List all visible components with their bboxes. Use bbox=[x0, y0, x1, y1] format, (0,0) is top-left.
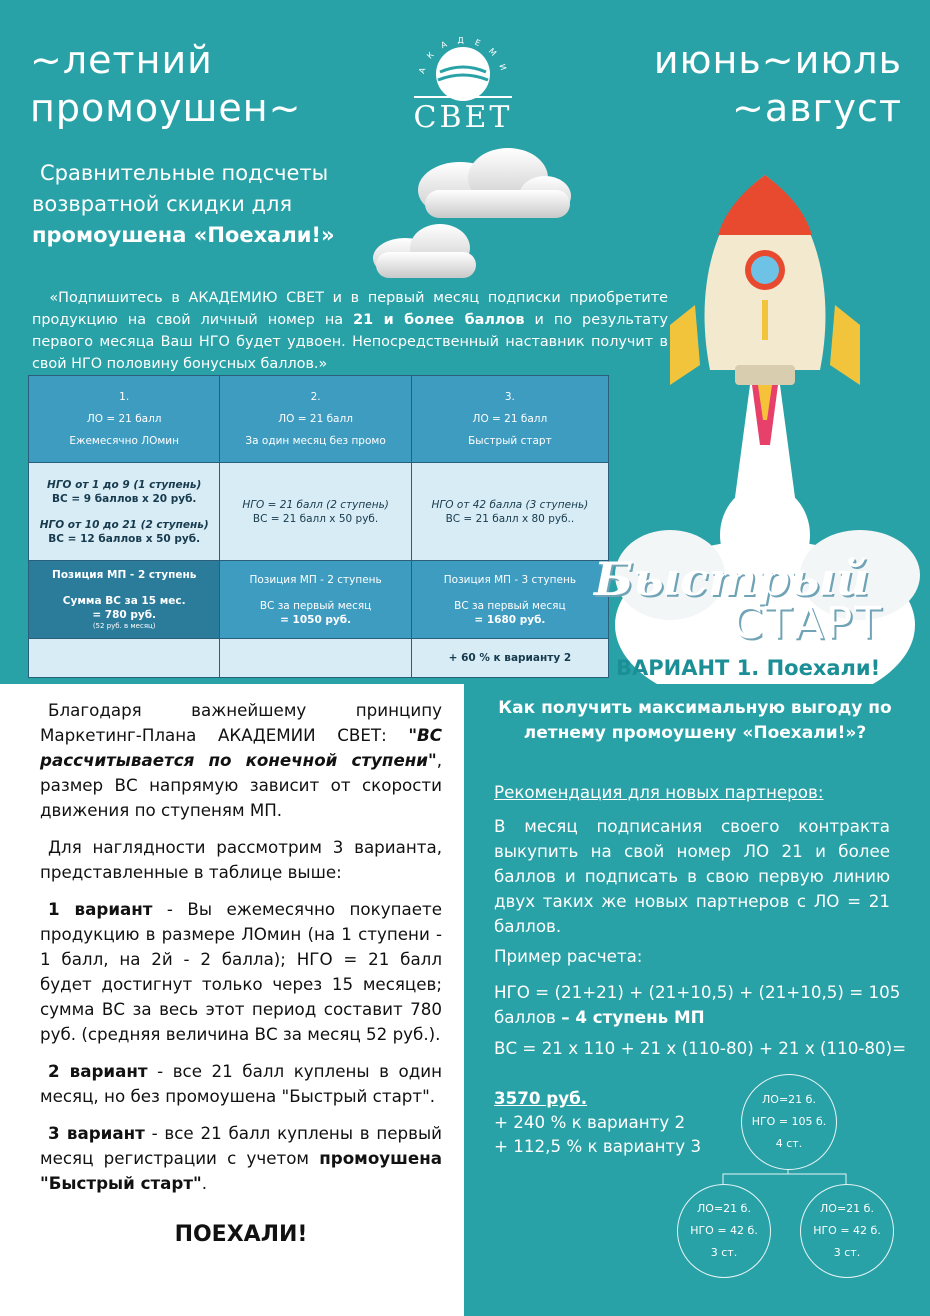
table-row bbox=[29, 376, 609, 463]
cell-text: ВС = 9 баллов х 20 руб. bbox=[51, 492, 197, 505]
text: Благодаря важнейшему принципу Маркетинг-Плана АКАДЕМИИ СВЕТ: bbox=[40, 700, 442, 745]
table-cell bbox=[29, 639, 220, 678]
logo bbox=[410, 22, 516, 135]
recommendation-panel bbox=[464, 684, 930, 1316]
variant-lo: ЛО = 21 балл bbox=[472, 413, 548, 425]
node-lo: ЛО=21 б. bbox=[820, 1202, 874, 1215]
tree-left-node bbox=[677, 1184, 771, 1278]
subtitle-line1: Сравнительные подсчеты bbox=[40, 161, 329, 185]
text: НГО = (21+21) + (21+10,5) + (21+10,5) = 105 баллов bbox=[494, 982, 901, 1027]
table-cell bbox=[411, 463, 608, 561]
cell-text: Позиция МП - 2 ступень bbox=[249, 573, 382, 586]
node-step: 3 ст. bbox=[833, 1246, 861, 1259]
title-right-line1: июнь~июль bbox=[653, 38, 902, 82]
title-left-line1: ~летний bbox=[30, 38, 213, 82]
variant-number: 2. bbox=[310, 391, 321, 403]
clouds-icon bbox=[360, 140, 590, 290]
variant-desc: Ежемесячно ЛОмин bbox=[69, 435, 179, 447]
text: - Вы ежемесячно покупаете продукцию в размере ЛОмин (на 1 ступени - 1 балл, на 2й - 2 балла); НГО = 21 балл будет достигнут только через 15 месяцев; сумма ВС за весь этот период составит 780 руб. (средняя величина ВС за месяц 52 руб.). bbox=[40, 899, 442, 1044]
cell-text: НГО = 21 балл (2 ступень) bbox=[242, 498, 389, 511]
title-right bbox=[654, 36, 902, 132]
table-row bbox=[29, 561, 609, 639]
node-ngo: НГО = 42 б. bbox=[813, 1224, 881, 1237]
recommendation-text: В месяц подписания своего контракта выкупить на свой номер ЛО 21 и более баллов и подписать в свою первую линию двух таких же новых партнеров с ЛО = 21 баллов. bbox=[494, 816, 890, 936]
vs-calculation: ВС = 21 х 110 + 21 х (110-80) + 21 х (110-80)= bbox=[494, 1038, 907, 1058]
text: - все 21 балл куплены в один месяц, но без промоушена "Быстрый старт". bbox=[40, 1061, 442, 1106]
table-row bbox=[29, 639, 609, 678]
logo-arc-text: А К А Д Е М И bbox=[417, 35, 510, 76]
text-emphasis: "ВС рассчитывается по конечной ступени" bbox=[40, 725, 442, 770]
cell-text: НГО от 10 до 21 (2 ступень) bbox=[39, 518, 209, 531]
cell-text: ВС = 12 баллов х 50 руб. bbox=[48, 532, 201, 545]
tree-root-node bbox=[741, 1074, 837, 1170]
text: Для наглядности рассмотрим 3 варианта, представленные в таблице выше: bbox=[40, 837, 442, 882]
variant-number: 3. bbox=[504, 391, 515, 403]
quote-bold: 21 и более баллов bbox=[353, 312, 525, 328]
cell-text: НГО от 42 балла (3 ступень) bbox=[431, 498, 589, 511]
title-right-line2: ~август bbox=[731, 86, 902, 130]
cell-text: ВС за первый месяц bbox=[259, 599, 372, 612]
table-cell bbox=[411, 561, 608, 639]
text-emphasis: – 4 ступень МП bbox=[561, 1007, 705, 1027]
node-lo: ЛО=21 б. bbox=[697, 1202, 751, 1215]
logo-name: СВЕТ bbox=[413, 100, 513, 135]
cell-text: НГО от 1 до 9 (1 ступень) bbox=[47, 478, 202, 491]
text-emphasis: 3 вариант bbox=[48, 1123, 145, 1143]
table-cell bbox=[220, 376, 411, 463]
cell-text: = 1050 руб. bbox=[280, 613, 352, 626]
text-emphasis: промоушена "Быстрый старт" bbox=[40, 1148, 442, 1193]
cell-text: Позиция МП - 3 ступень bbox=[443, 573, 577, 586]
tree-right-node bbox=[800, 1184, 894, 1278]
paragraph bbox=[40, 835, 442, 885]
paragraph bbox=[40, 897, 442, 1047]
explanation-text bbox=[40, 698, 442, 1259]
variant-desc: Быстрый старт bbox=[468, 435, 552, 447]
cell-text: (52 руб. в месяц) bbox=[92, 622, 156, 630]
subtitle-line3: промоушена «Поехали!» bbox=[32, 223, 335, 247]
variant-number: 1. bbox=[119, 391, 130, 403]
text: , размер ВС напрямую зависит от скорости движения по ступеням МП. bbox=[40, 750, 442, 820]
node-lo: ЛО=21 б. bbox=[762, 1093, 816, 1106]
paragraph bbox=[40, 698, 442, 823]
example-title: Пример расчета: bbox=[494, 946, 643, 966]
variant-1-label: ВАРИАНТ 1. Поехали! bbox=[616, 656, 881, 680]
cell-text: ВС за первый месяц bbox=[454, 599, 566, 612]
text: - все 21 балл куплены в первый месяц регистрации с учетом bbox=[40, 1123, 443, 1168]
variant-desc: За один месяц без промо bbox=[245, 435, 386, 447]
paragraph bbox=[40, 1059, 442, 1109]
table-cell bbox=[411, 639, 608, 678]
cell-text: = 780 руб. bbox=[92, 609, 157, 621]
title-left bbox=[30, 36, 301, 132]
table-cell bbox=[411, 376, 608, 463]
table-cell bbox=[220, 561, 411, 639]
panel-heading: Как получить максимальную выгоду по летнему промоушену «Поехали!»? bbox=[498, 698, 892, 743]
fast-start-title: Быстрый bbox=[594, 552, 870, 606]
paragraph bbox=[40, 1121, 442, 1196]
go-slogan: ПОЕХАЛИ! bbox=[174, 1222, 308, 1247]
variant-lo: ЛО = 21 балл bbox=[86, 413, 162, 425]
recommendation-title: Рекомендация для новых партнеров: bbox=[494, 782, 824, 802]
logo-mark-icon bbox=[410, 22, 516, 102]
text: . bbox=[201, 1173, 208, 1193]
node-step: 4 ст. bbox=[775, 1137, 803, 1150]
cell-text: ВС = 21 балл х 80 руб.. bbox=[445, 512, 575, 525]
node-ngo: НГО = 42 б. bbox=[690, 1224, 758, 1237]
text-emphasis: 2 вариант bbox=[48, 1061, 148, 1081]
percent-vs-variant2: + 240 % к варианту 2 bbox=[494, 1112, 686, 1132]
cell-text: ВС = 21 балл х 50 руб. bbox=[252, 512, 379, 525]
table-cell bbox=[29, 376, 220, 463]
table-cell bbox=[29, 561, 220, 639]
subtitle bbox=[32, 158, 362, 251]
promo-quote bbox=[32, 287, 668, 375]
title-left-line2: промоушен~ bbox=[30, 86, 302, 130]
cell-text: Позиция МП - 2 ступень bbox=[52, 569, 197, 581]
text-emphasis: 1 вариант bbox=[48, 899, 153, 919]
variant-lo: ЛО = 21 балл bbox=[278, 413, 353, 425]
node-step: 3 ст. bbox=[710, 1246, 738, 1259]
percent-vs-variant3: + 112,5 % к варианту 3 bbox=[494, 1136, 702, 1156]
quote-part1: «Подпишитесь в АКАДЕМИЮ СВЕТ и в первый месяц подписки приобретите продукцию на свой личный номер на bbox=[32, 290, 668, 328]
fast-start-subtitle: СТАРТ bbox=[732, 598, 884, 649]
comparison-table bbox=[28, 375, 609, 678]
cell-text: = 1680 руб. bbox=[474, 613, 546, 626]
table-row bbox=[29, 463, 609, 561]
node-ngo: НГО = 105 б. bbox=[751, 1115, 827, 1128]
vs-total: 3570 руб. bbox=[494, 1088, 588, 1108]
cell-text: + 60 % к варианту 2 bbox=[448, 652, 572, 664]
table-cell bbox=[220, 639, 411, 678]
table-cell bbox=[29, 463, 220, 561]
subtitle-line2: возвратной скидки для bbox=[32, 192, 293, 216]
quote-part2: и по результату первого месяца Ваш НГО будет удвоен. Непосредственный наставник получит в свой НГО половину бонусных баллов.» bbox=[32, 312, 668, 372]
table-cell bbox=[220, 463, 411, 561]
cell-text: Сумма ВС за 15 мес. bbox=[62, 595, 186, 607]
